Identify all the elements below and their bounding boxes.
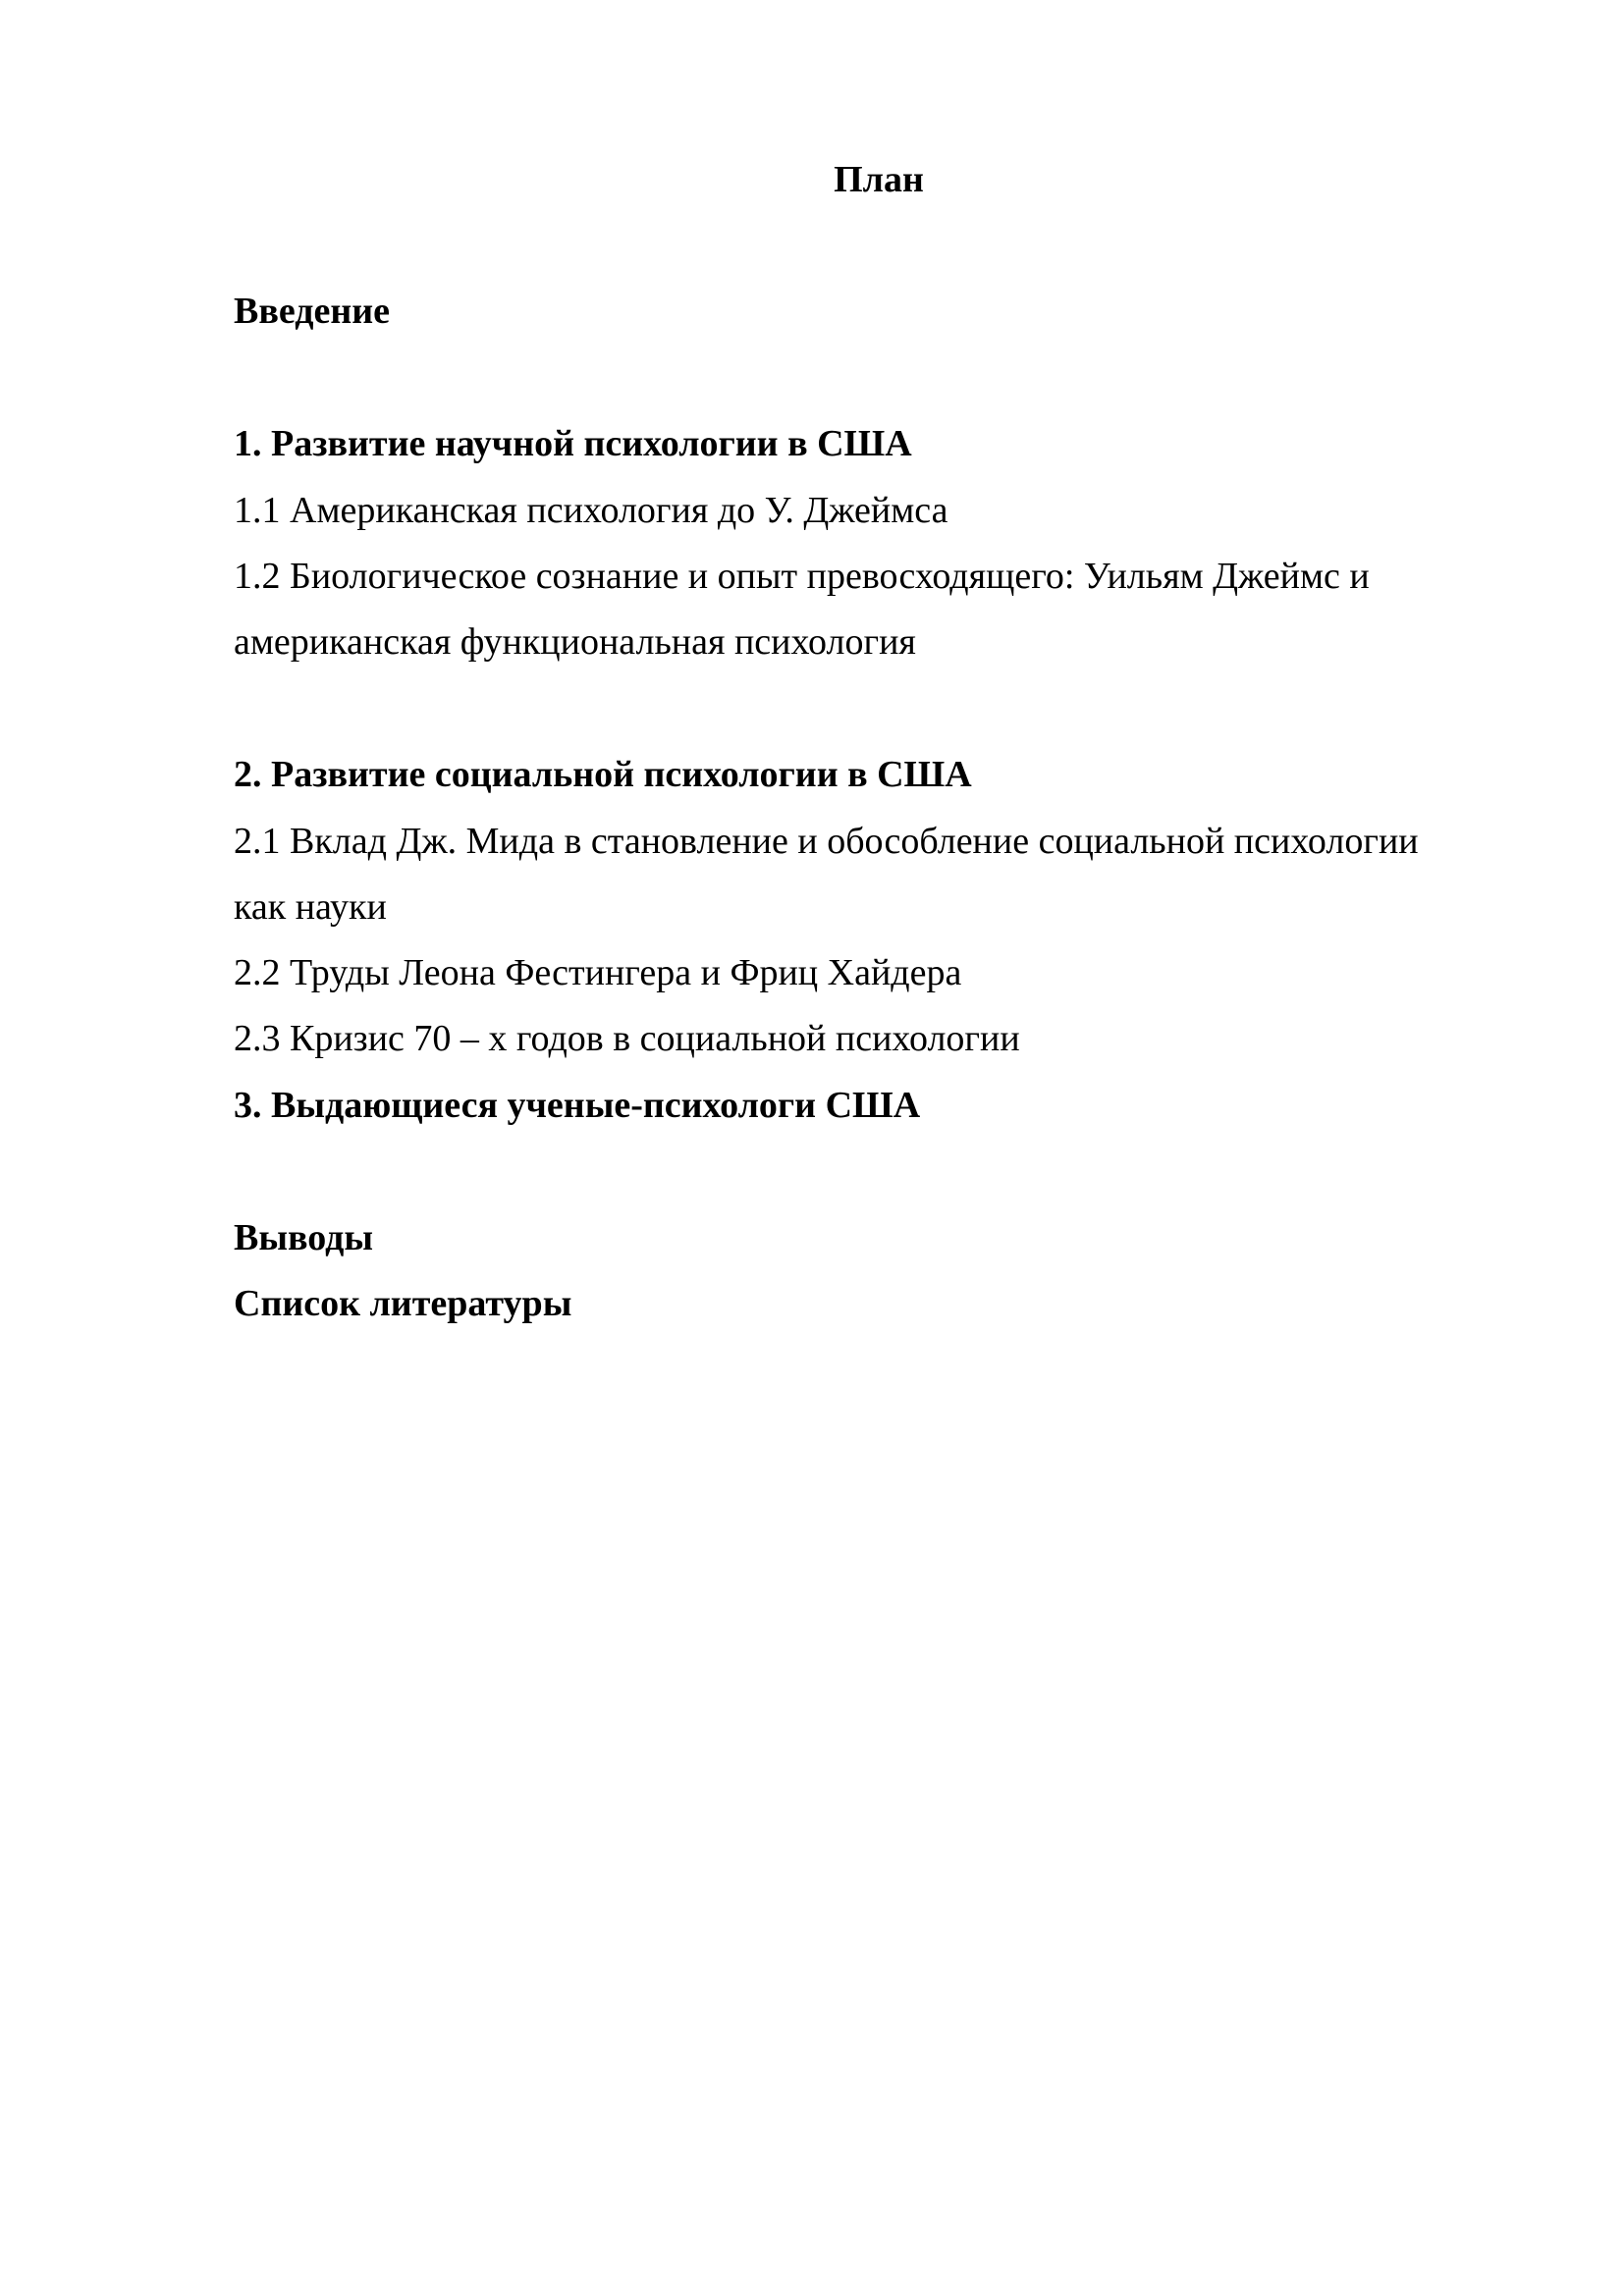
toc-item-1-2-line2: американская функциональная психология [234,621,916,663]
toc-item-1-1: 1.1 Американская психология до У. Джеймса [234,490,948,531]
page-title: План [834,159,924,200]
toc-item-2-2: 2.2 Труды Леона Фестингера и Фриц Хайдера [234,952,962,993]
toc-item-2-1-line1: 2.1 Вклад Дж. Мида в становление и обособление социальной психологии [234,821,1419,862]
toc-item-2-3: 2.3 Кризис 70 – х годов в социальной психологии [234,1018,1020,1059]
toc-section-2-heading: 2. Развитие социальной психологии в США [234,754,972,795]
toc-section-1-heading: 1. Развитие научной психологии в США [234,423,912,464]
toc-bibliography: Список литературы [234,1283,572,1324]
toc-conclusions: Выводы [234,1217,374,1258]
toc-item-2-1-line2: как науки [234,886,387,928]
toc-intro: Введение [234,291,390,332]
toc-item-1-2-line1: 1.2 Биологическое сознание и опыт превосходящего: Уильям Джеймс и [234,556,1370,597]
toc-section-3-heading: 3. Выдающиеся ученые-психологи США [234,1085,921,1126]
